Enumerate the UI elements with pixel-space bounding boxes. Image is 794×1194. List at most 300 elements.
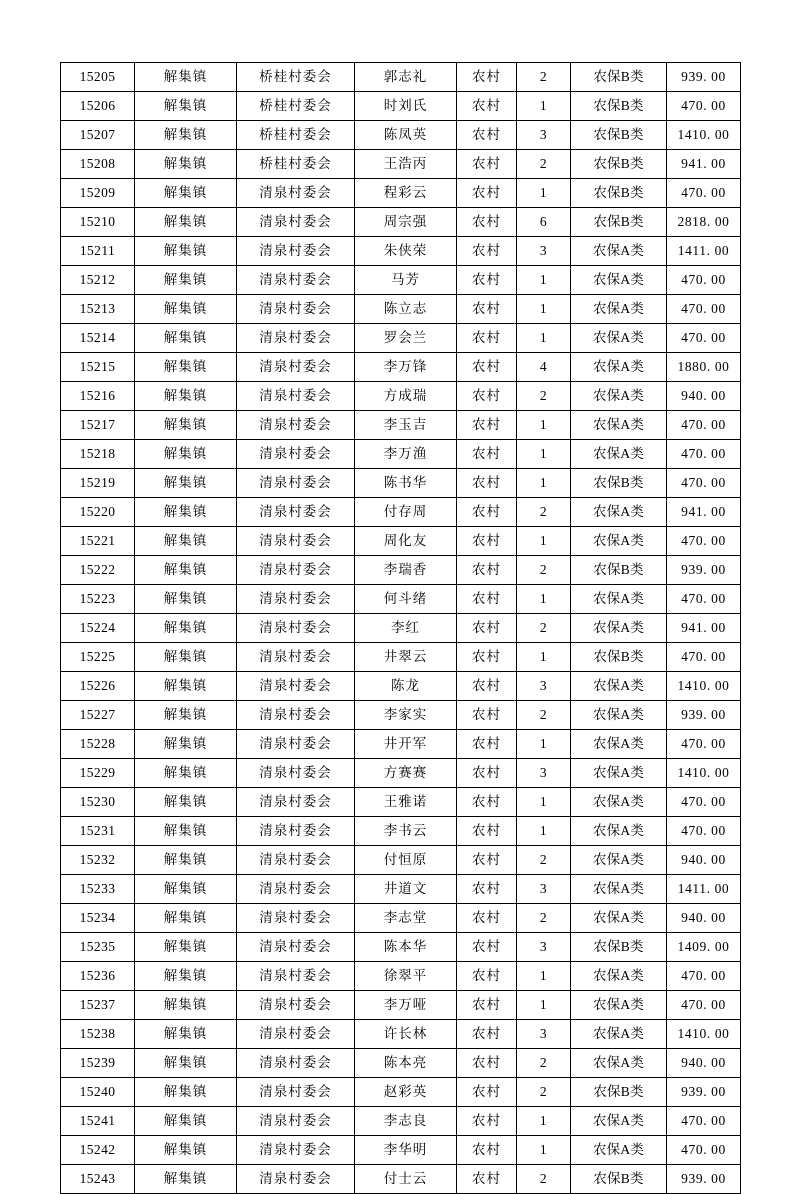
cell-name: 李书云 xyxy=(355,817,457,846)
cell-amount: 1410. 00 xyxy=(667,121,741,150)
cell-town: 解集镇 xyxy=(135,440,237,469)
cell-name: 罗会兰 xyxy=(355,324,457,353)
cell-type: 农村 xyxy=(457,1107,517,1136)
cell-name: 陈龙 xyxy=(355,672,457,701)
cell-type: 农村 xyxy=(457,1049,517,1078)
cell-village: 桥桂村委会 xyxy=(237,63,355,92)
cell-amount: 939. 00 xyxy=(667,1165,741,1194)
cell-type: 农村 xyxy=(457,237,517,266)
cell-town: 解集镇 xyxy=(135,92,237,121)
table-row xyxy=(61,1136,741,1165)
cell-count: 1 xyxy=(517,991,571,1020)
cell-category: 农保A类 xyxy=(571,382,667,411)
cell-count: 2 xyxy=(517,150,571,179)
cell-town: 解集镇 xyxy=(135,962,237,991)
cell-name: 李志良 xyxy=(355,1107,457,1136)
cell-amount: 941. 00 xyxy=(667,614,741,643)
cell-category: 农保A类 xyxy=(571,585,667,614)
cell-name: 陈书华 xyxy=(355,469,457,498)
table-row xyxy=(61,701,741,730)
table-row xyxy=(61,904,741,933)
cell-id: 15232 xyxy=(61,846,135,875)
cell-town: 解集镇 xyxy=(135,933,237,962)
table-row xyxy=(61,295,741,324)
cell-name: 马芳 xyxy=(355,266,457,295)
cell-town: 解集镇 xyxy=(135,701,237,730)
cell-name: 何斗绪 xyxy=(355,585,457,614)
cell-village: 清泉村委会 xyxy=(237,1078,355,1107)
cell-count: 1 xyxy=(517,817,571,846)
cell-village: 清泉村委会 xyxy=(237,527,355,556)
cell-type: 农村 xyxy=(457,614,517,643)
cell-type: 农村 xyxy=(457,411,517,440)
cell-type: 农村 xyxy=(457,643,517,672)
cell-name: 付士云 xyxy=(355,1165,457,1194)
cell-id: 15241 xyxy=(61,1107,135,1136)
cell-village: 清泉村委会 xyxy=(237,904,355,933)
cell-name: 陈本亮 xyxy=(355,1049,457,1078)
cell-type: 农村 xyxy=(457,846,517,875)
table-row xyxy=(61,324,741,353)
cell-count: 2 xyxy=(517,63,571,92)
cell-amount: 470. 00 xyxy=(667,295,741,324)
cell-village: 清泉村委会 xyxy=(237,759,355,788)
cell-count: 1 xyxy=(517,643,571,672)
cell-id: 15210 xyxy=(61,208,135,237)
cell-id: 15217 xyxy=(61,411,135,440)
cell-town: 解集镇 xyxy=(135,63,237,92)
cell-town: 解集镇 xyxy=(135,295,237,324)
cell-village: 清泉村委会 xyxy=(237,730,355,759)
cell-village: 清泉村委会 xyxy=(237,875,355,904)
cell-count: 6 xyxy=(517,208,571,237)
cell-type: 农村 xyxy=(457,1165,517,1194)
cell-count: 2 xyxy=(517,382,571,411)
table-row xyxy=(61,643,741,672)
table-row xyxy=(61,92,741,121)
cell-count: 3 xyxy=(517,759,571,788)
cell-amount: 941. 00 xyxy=(667,498,741,527)
cell-count: 3 xyxy=(517,1020,571,1049)
cell-village: 清泉村委会 xyxy=(237,846,355,875)
cell-village: 清泉村委会 xyxy=(237,498,355,527)
table-row xyxy=(61,382,741,411)
cell-town: 解集镇 xyxy=(135,759,237,788)
cell-category: 农保A类 xyxy=(571,672,667,701)
cell-name: 李万渔 xyxy=(355,440,457,469)
table-row xyxy=(61,933,741,962)
cell-town: 解集镇 xyxy=(135,817,237,846)
cell-amount: 939. 00 xyxy=(667,1078,741,1107)
cell-village: 清泉村委会 xyxy=(237,1020,355,1049)
cell-category: 农保B类 xyxy=(571,469,667,498)
cell-id: 15225 xyxy=(61,643,135,672)
cell-id: 15209 xyxy=(61,179,135,208)
cell-id: 15229 xyxy=(61,759,135,788)
cell-amount: 939. 00 xyxy=(667,701,741,730)
cell-village: 桥桂村委会 xyxy=(237,150,355,179)
cell-count: 1 xyxy=(517,962,571,991)
cell-amount: 1411. 00 xyxy=(667,237,741,266)
cell-amount: 470. 00 xyxy=(667,411,741,440)
cell-village: 清泉村委会 xyxy=(237,1107,355,1136)
cell-count: 3 xyxy=(517,121,571,150)
cell-name: 陈凤英 xyxy=(355,121,457,150)
cell-type: 农村 xyxy=(457,730,517,759)
cell-type: 农村 xyxy=(457,440,517,469)
cell-type: 农村 xyxy=(457,1078,517,1107)
cell-village: 清泉村委会 xyxy=(237,440,355,469)
cell-amount: 1880. 00 xyxy=(667,353,741,382)
cell-category: 农保A类 xyxy=(571,1020,667,1049)
cell-id: 15228 xyxy=(61,730,135,759)
cell-id: 15240 xyxy=(61,1078,135,1107)
cell-town: 解集镇 xyxy=(135,1107,237,1136)
cell-amount: 1411. 00 xyxy=(667,875,741,904)
cell-type: 农村 xyxy=(457,817,517,846)
cell-category: 农保B类 xyxy=(571,92,667,121)
cell-town: 解集镇 xyxy=(135,411,237,440)
cell-name: 许长林 xyxy=(355,1020,457,1049)
cell-type: 农村 xyxy=(457,788,517,817)
cell-village: 清泉村委会 xyxy=(237,469,355,498)
table-row xyxy=(61,469,741,498)
table-row xyxy=(61,150,741,179)
cell-category: 农保B类 xyxy=(571,1165,667,1194)
table-row xyxy=(61,527,741,556)
table-row xyxy=(61,63,741,92)
cell-count: 3 xyxy=(517,672,571,701)
cell-count: 3 xyxy=(517,875,571,904)
cell-category: 农保A类 xyxy=(571,1049,667,1078)
cell-name: 赵彩英 xyxy=(355,1078,457,1107)
cell-amount: 1410. 00 xyxy=(667,672,741,701)
table-row xyxy=(61,759,741,788)
cell-town: 解集镇 xyxy=(135,1078,237,1107)
cell-name: 徐翠平 xyxy=(355,962,457,991)
cell-type: 农村 xyxy=(457,353,517,382)
cell-village: 清泉村委会 xyxy=(237,411,355,440)
cell-amount: 940. 00 xyxy=(667,382,741,411)
cell-count: 1 xyxy=(517,469,571,498)
cell-name: 付恒原 xyxy=(355,846,457,875)
cell-type: 农村 xyxy=(457,1136,517,1165)
cell-town: 解集镇 xyxy=(135,556,237,585)
cell-id: 15235 xyxy=(61,933,135,962)
cell-village: 清泉村委会 xyxy=(237,382,355,411)
cell-village: 清泉村委会 xyxy=(237,1165,355,1194)
cell-count: 2 xyxy=(517,1078,571,1107)
cell-name: 朱侠荣 xyxy=(355,237,457,266)
cell-count: 1 xyxy=(517,92,571,121)
cell-type: 农村 xyxy=(457,991,517,1020)
cell-village: 清泉村委会 xyxy=(237,295,355,324)
table-row xyxy=(61,440,741,469)
cell-amount: 470. 00 xyxy=(667,1107,741,1136)
cell-amount: 470. 00 xyxy=(667,92,741,121)
cell-type: 农村 xyxy=(457,92,517,121)
cell-village: 清泉村委会 xyxy=(237,962,355,991)
cell-type: 农村 xyxy=(457,875,517,904)
cell-village: 清泉村委会 xyxy=(237,672,355,701)
cell-category: 农保A类 xyxy=(571,759,667,788)
cell-count: 1 xyxy=(517,585,571,614)
cell-id: 15223 xyxy=(61,585,135,614)
cell-name: 李万哑 xyxy=(355,991,457,1020)
cell-village: 清泉村委会 xyxy=(237,179,355,208)
cell-count: 1 xyxy=(517,1136,571,1165)
cell-village: 清泉村委会 xyxy=(237,353,355,382)
cell-amount: 470. 00 xyxy=(667,1136,741,1165)
cell-amount: 939. 00 xyxy=(667,556,741,585)
cell-type: 农村 xyxy=(457,933,517,962)
cell-town: 解集镇 xyxy=(135,382,237,411)
cell-count: 3 xyxy=(517,237,571,266)
cell-id: 15219 xyxy=(61,469,135,498)
cell-count: 2 xyxy=(517,614,571,643)
table-row xyxy=(61,1107,741,1136)
cell-category: 农保B类 xyxy=(571,179,667,208)
cell-type: 农村 xyxy=(457,498,517,527)
cell-amount: 470. 00 xyxy=(667,469,741,498)
cell-type: 农村 xyxy=(457,1020,517,1049)
cell-id: 15208 xyxy=(61,150,135,179)
cell-name: 陈立志 xyxy=(355,295,457,324)
table-row xyxy=(61,208,741,237)
cell-town: 解集镇 xyxy=(135,324,237,353)
cell-category: 农保A类 xyxy=(571,962,667,991)
cell-town: 解集镇 xyxy=(135,585,237,614)
cell-id: 15218 xyxy=(61,440,135,469)
cell-type: 农村 xyxy=(457,904,517,933)
cell-count: 1 xyxy=(517,266,571,295)
cell-id: 15231 xyxy=(61,817,135,846)
cell-name: 李玉吉 xyxy=(355,411,457,440)
cell-count: 1 xyxy=(517,1107,571,1136)
cell-count: 2 xyxy=(517,904,571,933)
cell-category: 农保A类 xyxy=(571,324,667,353)
cell-category: 农保A类 xyxy=(571,701,667,730)
cell-count: 3 xyxy=(517,933,571,962)
table-row xyxy=(61,237,741,266)
table-row xyxy=(61,1020,741,1049)
cell-category: 农保A类 xyxy=(571,817,667,846)
cell-name: 王浩丙 xyxy=(355,150,457,179)
cell-count: 1 xyxy=(517,527,571,556)
cell-town: 解集镇 xyxy=(135,121,237,150)
cell-id: 15206 xyxy=(61,92,135,121)
cell-name: 井道文 xyxy=(355,875,457,904)
cell-id: 15215 xyxy=(61,353,135,382)
cell-town: 解集镇 xyxy=(135,846,237,875)
table-row xyxy=(61,585,741,614)
cell-amount: 1410. 00 xyxy=(667,759,741,788)
cell-village: 清泉村委会 xyxy=(237,556,355,585)
cell-amount: 940. 00 xyxy=(667,904,741,933)
cell-category: 农保A类 xyxy=(571,846,667,875)
table-body xyxy=(61,63,741,1194)
cell-name: 李红 xyxy=(355,614,457,643)
cell-category: 农保B类 xyxy=(571,63,667,92)
cell-id: 15239 xyxy=(61,1049,135,1078)
cell-amount: 470. 00 xyxy=(667,730,741,759)
cell-id: 15213 xyxy=(61,295,135,324)
cell-town: 解集镇 xyxy=(135,237,237,266)
cell-id: 15207 xyxy=(61,121,135,150)
cell-category: 农保B类 xyxy=(571,1078,667,1107)
cell-category: 农保B类 xyxy=(571,208,667,237)
cell-name: 程彩云 xyxy=(355,179,457,208)
cell-category: 农保A类 xyxy=(571,527,667,556)
cell-name: 李瑞香 xyxy=(355,556,457,585)
cell-id: 15238 xyxy=(61,1020,135,1049)
table-row xyxy=(61,614,741,643)
cell-amount: 1409. 00 xyxy=(667,933,741,962)
cell-name: 方成瑞 xyxy=(355,382,457,411)
table-row xyxy=(61,1078,741,1107)
cell-village: 清泉村委会 xyxy=(237,788,355,817)
cell-town: 解集镇 xyxy=(135,179,237,208)
cell-type: 农村 xyxy=(457,150,517,179)
table-row xyxy=(61,179,741,208)
cell-name: 郭志礼 xyxy=(355,63,457,92)
cell-village: 清泉村委会 xyxy=(237,991,355,1020)
table-row xyxy=(61,1165,741,1194)
table-row xyxy=(61,962,741,991)
cell-type: 农村 xyxy=(457,208,517,237)
cell-village: 清泉村委会 xyxy=(237,266,355,295)
cell-category: 农保A类 xyxy=(571,266,667,295)
table-row xyxy=(61,672,741,701)
cell-name: 李家实 xyxy=(355,701,457,730)
cell-amount: 1410. 00 xyxy=(667,1020,741,1049)
cell-name: 王雅诺 xyxy=(355,788,457,817)
cell-amount: 470. 00 xyxy=(667,585,741,614)
cell-id: 15242 xyxy=(61,1136,135,1165)
cell-town: 解集镇 xyxy=(135,875,237,904)
cell-village: 清泉村委会 xyxy=(237,933,355,962)
cell-count: 1 xyxy=(517,411,571,440)
cell-category: 农保A类 xyxy=(571,353,667,382)
cell-town: 解集镇 xyxy=(135,527,237,556)
table-row xyxy=(61,875,741,904)
table-row xyxy=(61,730,741,759)
cell-amount: 470. 00 xyxy=(667,440,741,469)
cell-count: 2 xyxy=(517,1165,571,1194)
cell-village: 桥桂村委会 xyxy=(237,92,355,121)
cell-village: 清泉村委会 xyxy=(237,1136,355,1165)
cell-village: 清泉村委会 xyxy=(237,817,355,846)
cell-town: 解集镇 xyxy=(135,904,237,933)
cell-town: 解集镇 xyxy=(135,1049,237,1078)
cell-town: 解集镇 xyxy=(135,150,237,179)
cell-count: 1 xyxy=(517,730,571,759)
cell-village: 桥桂村委会 xyxy=(237,121,355,150)
cell-category: 农保A类 xyxy=(571,440,667,469)
cell-name: 周宗强 xyxy=(355,208,457,237)
cell-id: 15221 xyxy=(61,527,135,556)
cell-category: 农保A类 xyxy=(571,875,667,904)
cell-type: 农村 xyxy=(457,556,517,585)
cell-type: 农村 xyxy=(457,121,517,150)
cell-name: 付存周 xyxy=(355,498,457,527)
cell-id: 15227 xyxy=(61,701,135,730)
cell-category: 农保A类 xyxy=(571,237,667,266)
cell-village: 清泉村委会 xyxy=(237,701,355,730)
table-row xyxy=(61,353,741,382)
cell-amount: 941. 00 xyxy=(667,150,741,179)
cell-type: 农村 xyxy=(457,962,517,991)
cell-category: 农保A类 xyxy=(571,991,667,1020)
cell-village: 清泉村委会 xyxy=(237,585,355,614)
cell-name: 陈本华 xyxy=(355,933,457,962)
cell-type: 农村 xyxy=(457,179,517,208)
cell-id: 15205 xyxy=(61,63,135,92)
cell-village: 清泉村委会 xyxy=(237,208,355,237)
cell-amount: 470. 00 xyxy=(667,962,741,991)
cell-type: 农村 xyxy=(457,701,517,730)
table-row xyxy=(61,411,741,440)
cell-category: 农保A类 xyxy=(571,730,667,759)
cell-village: 清泉村委会 xyxy=(237,643,355,672)
cell-id: 15211 xyxy=(61,237,135,266)
cell-id: 15230 xyxy=(61,788,135,817)
cell-category: 农保B类 xyxy=(571,150,667,179)
cell-category: 农保A类 xyxy=(571,1136,667,1165)
cell-name: 周化友 xyxy=(355,527,457,556)
cell-count: 2 xyxy=(517,701,571,730)
cell-type: 农村 xyxy=(457,585,517,614)
cell-town: 解集镇 xyxy=(135,498,237,527)
cell-name: 李华明 xyxy=(355,1136,457,1165)
cell-type: 农村 xyxy=(457,295,517,324)
cell-amount: 470. 00 xyxy=(667,179,741,208)
cell-town: 解集镇 xyxy=(135,1165,237,1194)
cell-count: 1 xyxy=(517,788,571,817)
cell-amount: 470. 00 xyxy=(667,788,741,817)
cell-amount: 940. 00 xyxy=(667,1049,741,1078)
cell-town: 解集镇 xyxy=(135,614,237,643)
cell-type: 农村 xyxy=(457,527,517,556)
cell-id: 15220 xyxy=(61,498,135,527)
cell-name: 李志堂 xyxy=(355,904,457,933)
cell-amount: 470. 00 xyxy=(667,817,741,846)
cell-category: 农保A类 xyxy=(571,614,667,643)
cell-amount: 470. 00 xyxy=(667,643,741,672)
cell-count: 2 xyxy=(517,846,571,875)
table-row xyxy=(61,846,741,875)
cell-id: 15237 xyxy=(61,991,135,1020)
cell-id: 15226 xyxy=(61,672,135,701)
cell-category: 农保B类 xyxy=(571,556,667,585)
cell-type: 农村 xyxy=(457,469,517,498)
cell-id: 15224 xyxy=(61,614,135,643)
cell-town: 解集镇 xyxy=(135,1020,237,1049)
table-row xyxy=(61,788,741,817)
cell-town: 解集镇 xyxy=(135,353,237,382)
cell-town: 解集镇 xyxy=(135,643,237,672)
cell-town: 解集镇 xyxy=(135,469,237,498)
cell-town: 解集镇 xyxy=(135,1136,237,1165)
cell-category: 农保A类 xyxy=(571,1107,667,1136)
table-row xyxy=(61,1049,741,1078)
cell-category: 农保B类 xyxy=(571,643,667,672)
cell-amount: 2818. 00 xyxy=(667,208,741,237)
cell-id: 15236 xyxy=(61,962,135,991)
cell-town: 解集镇 xyxy=(135,208,237,237)
cell-amount: 470. 00 xyxy=(667,324,741,353)
cell-type: 农村 xyxy=(457,266,517,295)
